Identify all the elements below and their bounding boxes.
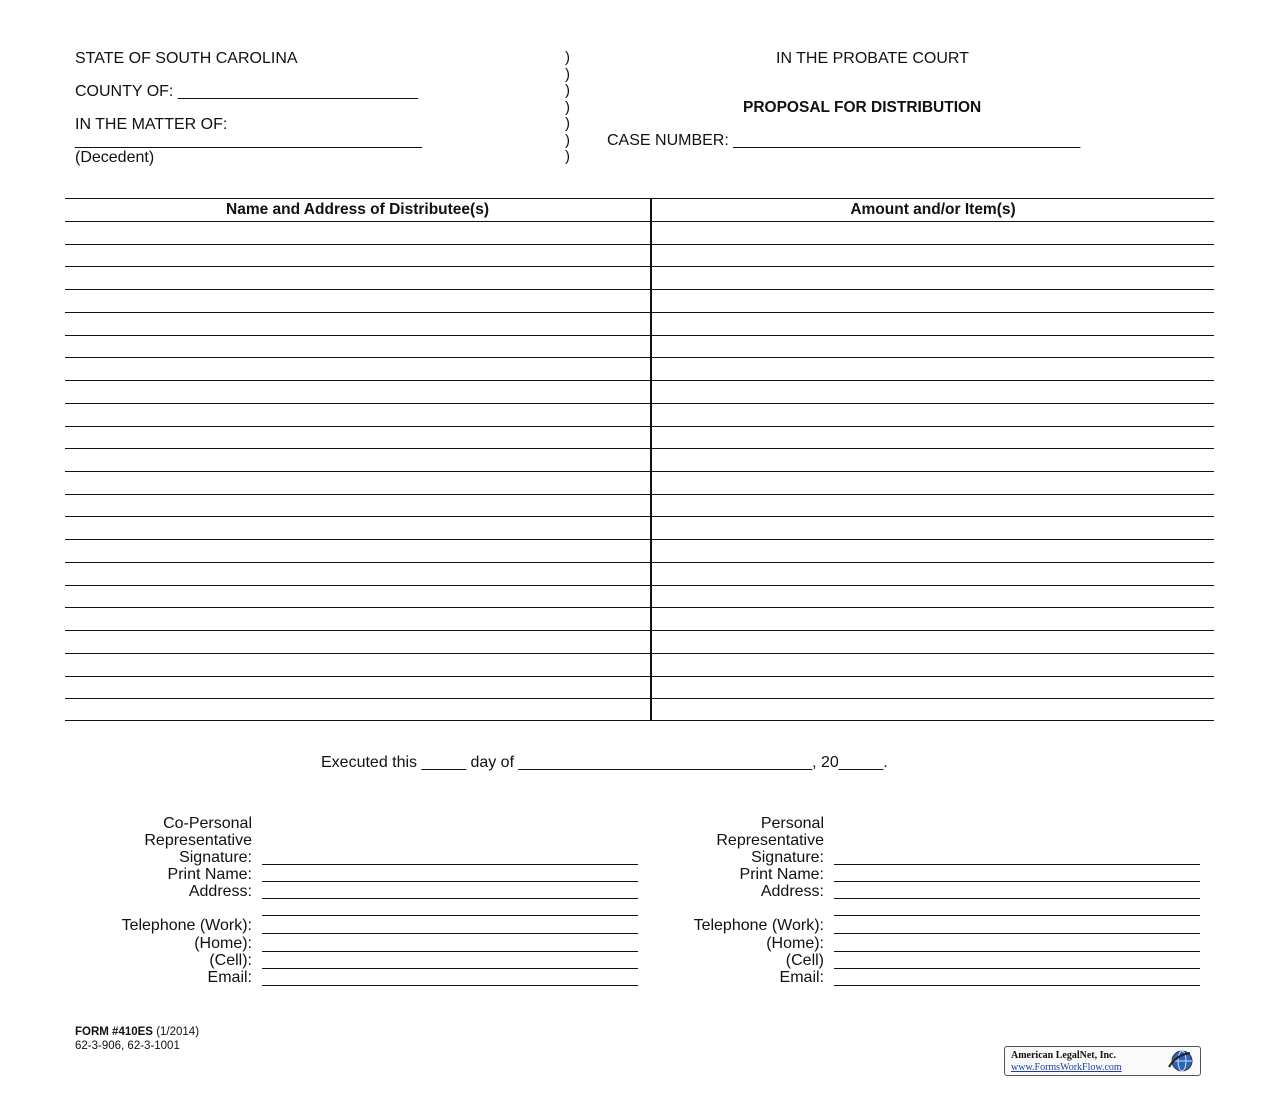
decedent-label: (Decedent) (75, 149, 155, 166)
matter-field[interactable]: _______________________________________ (75, 132, 423, 149)
table-top-border (65, 198, 1214, 199)
paren: ) (565, 82, 570, 99)
paren: ) (565, 65, 570, 83)
column-divider (650, 198, 652, 721)
table-row-line (65, 448, 1214, 449)
paren: ) (565, 131, 570, 149)
left-home-line[interactable] (262, 951, 638, 952)
right-home-line[interactable] (834, 951, 1200, 952)
paren: ) (565, 115, 570, 132)
left-print-name-label: Print Name: (167, 866, 252, 883)
table-row-line (65, 244, 1214, 245)
matter-label: IN THE MATTER OF: (75, 116, 228, 133)
left-address-line-1[interactable] (262, 898, 638, 899)
table-row-line (65, 426, 1214, 427)
left-address-label: Address: (188, 883, 252, 900)
table-row-line (65, 676, 1214, 677)
caption-parentheses (565, 50, 575, 166)
left-address-line-2[interactable] (262, 915, 638, 916)
right-cell-label: (Cell) (785, 952, 824, 969)
executed-date-line[interactable]: Executed this _____ day of _________________________________, 20_____. (321, 754, 888, 771)
table-row-line (65, 266, 1214, 267)
american-legalnet-logo[interactable] (1004, 1046, 1201, 1076)
left-cell-label: (Cell): (209, 952, 252, 969)
page-title: PROPOSAL FOR DISTRIBUTION (743, 99, 982, 116)
right-signature-label: Signature: (751, 849, 824, 866)
case-number-field[interactable]: CASE NUMBER: _______________________________________ (607, 132, 1081, 149)
court-label: IN THE PROBATE COURT (776, 50, 969, 67)
right-sig-title-2: Representative (716, 832, 824, 849)
table-row-line (65, 221, 1214, 222)
table-row-line (65, 562, 1214, 563)
table-bottom-border (65, 720, 1214, 721)
left-home-label: (Home): (194, 935, 252, 952)
left-telephone-work-line[interactable] (262, 933, 638, 934)
column-header-distributee: Name and Address of Distributee(s) (226, 201, 489, 218)
right-telephone-work-label: Telephone (Work): (693, 917, 824, 934)
right-email-label: Email: (779, 969, 824, 986)
table-row-line (65, 516, 1214, 517)
column-header-amount: Amount and/or Item(s) (850, 201, 1016, 218)
logo-url-link[interactable]: www.FormsWorkFlow.com (1011, 1062, 1122, 1073)
form-number-code: FORM #410ES (75, 1026, 153, 1038)
table-row-line (65, 357, 1214, 358)
left-email-label: Email: (207, 969, 252, 986)
table-row-line (65, 335, 1214, 336)
table-row-line (65, 585, 1214, 586)
right-home-label: (Home): (766, 935, 824, 952)
globe-icon (1166, 1049, 1196, 1073)
right-sig-title-1: Personal (760, 815, 824, 832)
statute-references: 62-3-906, 62-3-1001 (75, 1040, 180, 1052)
right-address-label: Address: (760, 883, 824, 900)
left-telephone-work-label: Telephone (Work): (121, 917, 252, 934)
county-field[interactable]: COUNTY OF: ___________________________ (75, 83, 419, 100)
form-date: (1/2014) (156, 1026, 200, 1038)
left-sig-title-2: Representative (144, 832, 252, 849)
table-row-line (65, 471, 1214, 472)
left-print-name-line[interactable] (262, 881, 638, 882)
table-row-line (65, 494, 1214, 495)
table-row-line (65, 539, 1214, 540)
right-signature-line[interactable] (834, 864, 1200, 865)
logo-company-name: American LegalNet, Inc. (1011, 1050, 1116, 1061)
left-email-line[interactable] (262, 985, 638, 986)
table-row-line (65, 403, 1214, 404)
paren: ) (565, 49, 570, 66)
right-cell-line[interactable] (834, 968, 1200, 969)
left-cell-line[interactable] (262, 968, 638, 969)
table-row-line (65, 312, 1214, 313)
distribution-table (65, 198, 1214, 721)
form-number (75, 1025, 199, 1039)
right-telephone-work-line[interactable] (834, 933, 1200, 934)
state-label: STATE OF SOUTH CAROLINA (75, 50, 298, 67)
table-row-line (65, 607, 1214, 608)
right-email-line[interactable] (834, 985, 1200, 986)
left-signature-label: Signature: (179, 849, 252, 866)
right-address-line-2[interactable] (834, 915, 1200, 916)
right-print-name-label: Print Name: (739, 866, 824, 883)
table-row-line (65, 653, 1214, 654)
paren: ) (565, 98, 570, 116)
left-sig-title-1: Co-Personal (163, 815, 252, 832)
table-row-line (65, 630, 1214, 631)
right-address-line-1[interactable] (834, 898, 1200, 899)
right-print-name-line[interactable] (834, 881, 1200, 882)
table-row-line (65, 289, 1214, 290)
left-signature-line[interactable] (262, 864, 638, 865)
table-row-line (65, 698, 1214, 699)
paren: ) (565, 148, 570, 165)
table-row-line (65, 380, 1214, 381)
